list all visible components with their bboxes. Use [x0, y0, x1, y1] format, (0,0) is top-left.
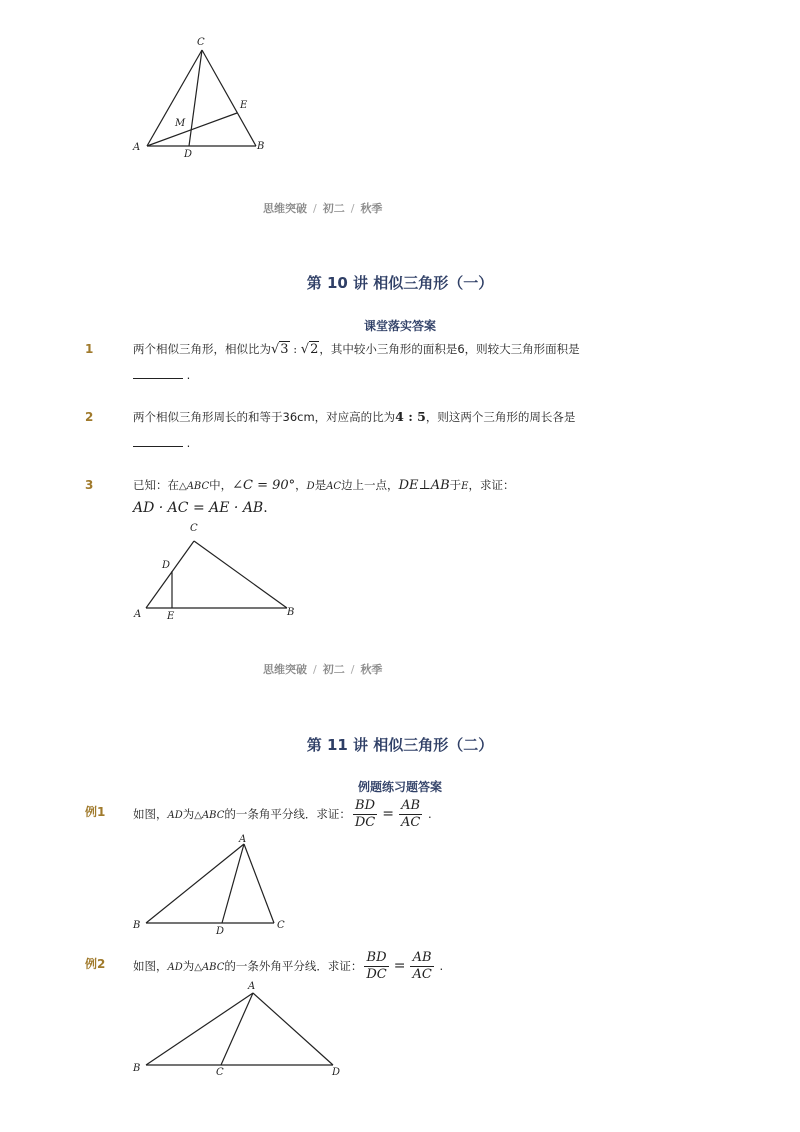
footer-separator: / — [313, 202, 317, 215]
segment-ac — [244, 844, 274, 923]
label-b: B — [133, 920, 141, 931]
segment-bc — [194, 541, 287, 608]
lesson-11-title: 第 11 讲 相似三角形（二） — [306, 736, 494, 754]
radicand: 2 — [310, 342, 319, 357]
label-b: B — [257, 141, 265, 152]
question-1-number: 1 — [85, 342, 94, 356]
page-footer — [263, 661, 382, 677]
q3-side-ac: AC — [326, 481, 342, 492]
example-1-number: 例1 — [85, 805, 106, 819]
q2-end: . — [186, 436, 191, 450]
footer-grade: 初二 — [322, 663, 345, 676]
ratio-colon: : — [289, 342, 301, 356]
label-a: A — [239, 834, 247, 845]
ex1-ad: AD — [167, 810, 183, 821]
footer-season: 秋季 — [360, 663, 383, 676]
segment-bc — [202, 50, 256, 146]
equals-sign: = — [382, 806, 394, 822]
lesson-11-section-title: 例题练习题答案 — [357, 780, 442, 794]
q3-t7: ，求证： — [468, 478, 515, 492]
fraction-bd-dc — [353, 798, 377, 831]
denominator: DC — [366, 967, 387, 982]
segment-cd — [189, 50, 202, 146]
q3-t2: 中， — [209, 478, 233, 492]
ex2-t2: 为 — [182, 959, 195, 973]
ex1-triangle: △ABC — [194, 810, 225, 821]
label-d: D — [332, 1067, 341, 1078]
label-e: E — [240, 100, 248, 111]
question-1-text — [133, 341, 580, 357]
q2-ratio: 4 : 5 — [395, 409, 426, 424]
numerator: BD — [353, 798, 377, 815]
footer-season: 秋季 — [360, 202, 383, 215]
label-b: B — [287, 607, 295, 618]
question-2-text — [133, 409, 575, 425]
label-d: D — [184, 149, 193, 160]
q3-angle: ∠C = 90° — [232, 478, 296, 493]
sqrt-3: √3 — [271, 342, 289, 357]
q2-text-b: ，则这两个三角形的周长各是 — [425, 410, 576, 424]
label-a: A — [134, 609, 142, 620]
label-a: A — [248, 981, 256, 992]
segment-ad — [222, 844, 244, 923]
fraction-ab-ac — [399, 798, 422, 831]
segment-ac — [147, 50, 202, 146]
example-2-number: 例2 — [85, 957, 106, 971]
radicand: 3 — [280, 342, 289, 357]
answer-blank — [133, 368, 183, 379]
footer-grade: 初二 — [322, 202, 345, 215]
q3-t1: 已知：在 — [133, 478, 179, 492]
denominator: DC — [354, 815, 376, 830]
ex1-t3: 的一条角平分线．求证： — [224, 807, 351, 821]
segment-ae — [147, 113, 237, 146]
segment-ad — [253, 993, 333, 1065]
numerator: AB — [399, 798, 422, 815]
label-d: D — [162, 560, 171, 571]
example-1-figure — [0, 830, 800, 940]
fraction-ab-ac — [410, 950, 433, 983]
label-d: D — [216, 926, 225, 937]
ex1-end: . — [427, 807, 432, 821]
footer-brand: 思维突破 — [263, 663, 307, 676]
top-triangle-figure — [0, 0, 800, 170]
sqrt-2: √2 — [300, 342, 319, 357]
q3-triangle: △ABC — [179, 481, 210, 492]
question-3-text — [133, 477, 514, 493]
lesson-10-section-title: 课堂落实答案 — [363, 319, 436, 333]
label-b: B — [133, 1063, 141, 1074]
segment-ab — [146, 844, 244, 923]
equals-sign: = — [393, 958, 406, 974]
question-2-answer-line — [133, 436, 190, 450]
numerator: AB — [410, 950, 433, 967]
page-footer — [263, 200, 382, 216]
denominator: AC — [412, 967, 432, 982]
denominator: AC — [400, 815, 421, 830]
footer-separator: / — [350, 663, 355, 676]
question-1-answer-line — [133, 368, 190, 382]
label-a: A — [133, 142, 141, 153]
ex2-t1: 如图， — [133, 959, 168, 973]
ex2-ad: AD — [167, 962, 183, 973]
example-1-text — [133, 796, 432, 834]
ex2-t3: 的一条外角平分线．求证： — [224, 959, 363, 973]
q1-text-b: ，其中较小三角形的面积是6，则较大三角形面积是 — [319, 342, 580, 356]
q3-point-d: D — [306, 481, 315, 492]
fraction-bd-dc — [364, 950, 388, 983]
question-3-figure — [0, 520, 800, 630]
question-3-number: 3 — [85, 478, 94, 492]
q3-t3: ， — [295, 478, 307, 492]
q1-text-a: 两个相似三角形，相似比为 — [133, 342, 271, 356]
answer-blank — [133, 436, 183, 447]
ex2-end: . — [439, 959, 444, 973]
footer-separator: / — [350, 202, 355, 215]
label-c: C — [216, 1067, 224, 1078]
q2-text-a: 两个相似三角形周长的和等于36cm，对应高的比为 — [133, 410, 396, 424]
q3-point-e: E — [461, 481, 469, 492]
q3-t5: 边上一点， — [341, 478, 399, 492]
q1-end: . — [186, 368, 191, 382]
lesson-10-title: 第 10 讲 相似三角形（一） — [306, 274, 494, 292]
question-3-formula — [133, 500, 268, 516]
ex1-t2: 为 — [182, 807, 195, 821]
ex2-triangle: △ABC — [194, 962, 225, 973]
label-c: C — [277, 920, 285, 931]
label-c: C — [197, 37, 205, 48]
q3-t4: 是 — [314, 478, 327, 492]
label-m: M — [175, 118, 186, 129]
numerator: BD — [364, 950, 388, 967]
footer-brand: 思维突破 — [263, 202, 307, 215]
label-e: E — [167, 611, 175, 622]
footer-separator: / — [313, 663, 317, 676]
q3-formula: AD · AC = AE · AB — [133, 500, 264, 516]
segment-ac — [146, 541, 194, 608]
q3-t6: 于 — [449, 478, 462, 492]
question-2-number: 2 — [85, 410, 94, 424]
ex1-t1: 如图， — [133, 807, 168, 821]
example-2-figure — [0, 980, 800, 1090]
q3-end: . — [263, 500, 268, 516]
q3-perp: DE⊥AB — [398, 478, 450, 493]
label-c: C — [190, 523, 198, 534]
